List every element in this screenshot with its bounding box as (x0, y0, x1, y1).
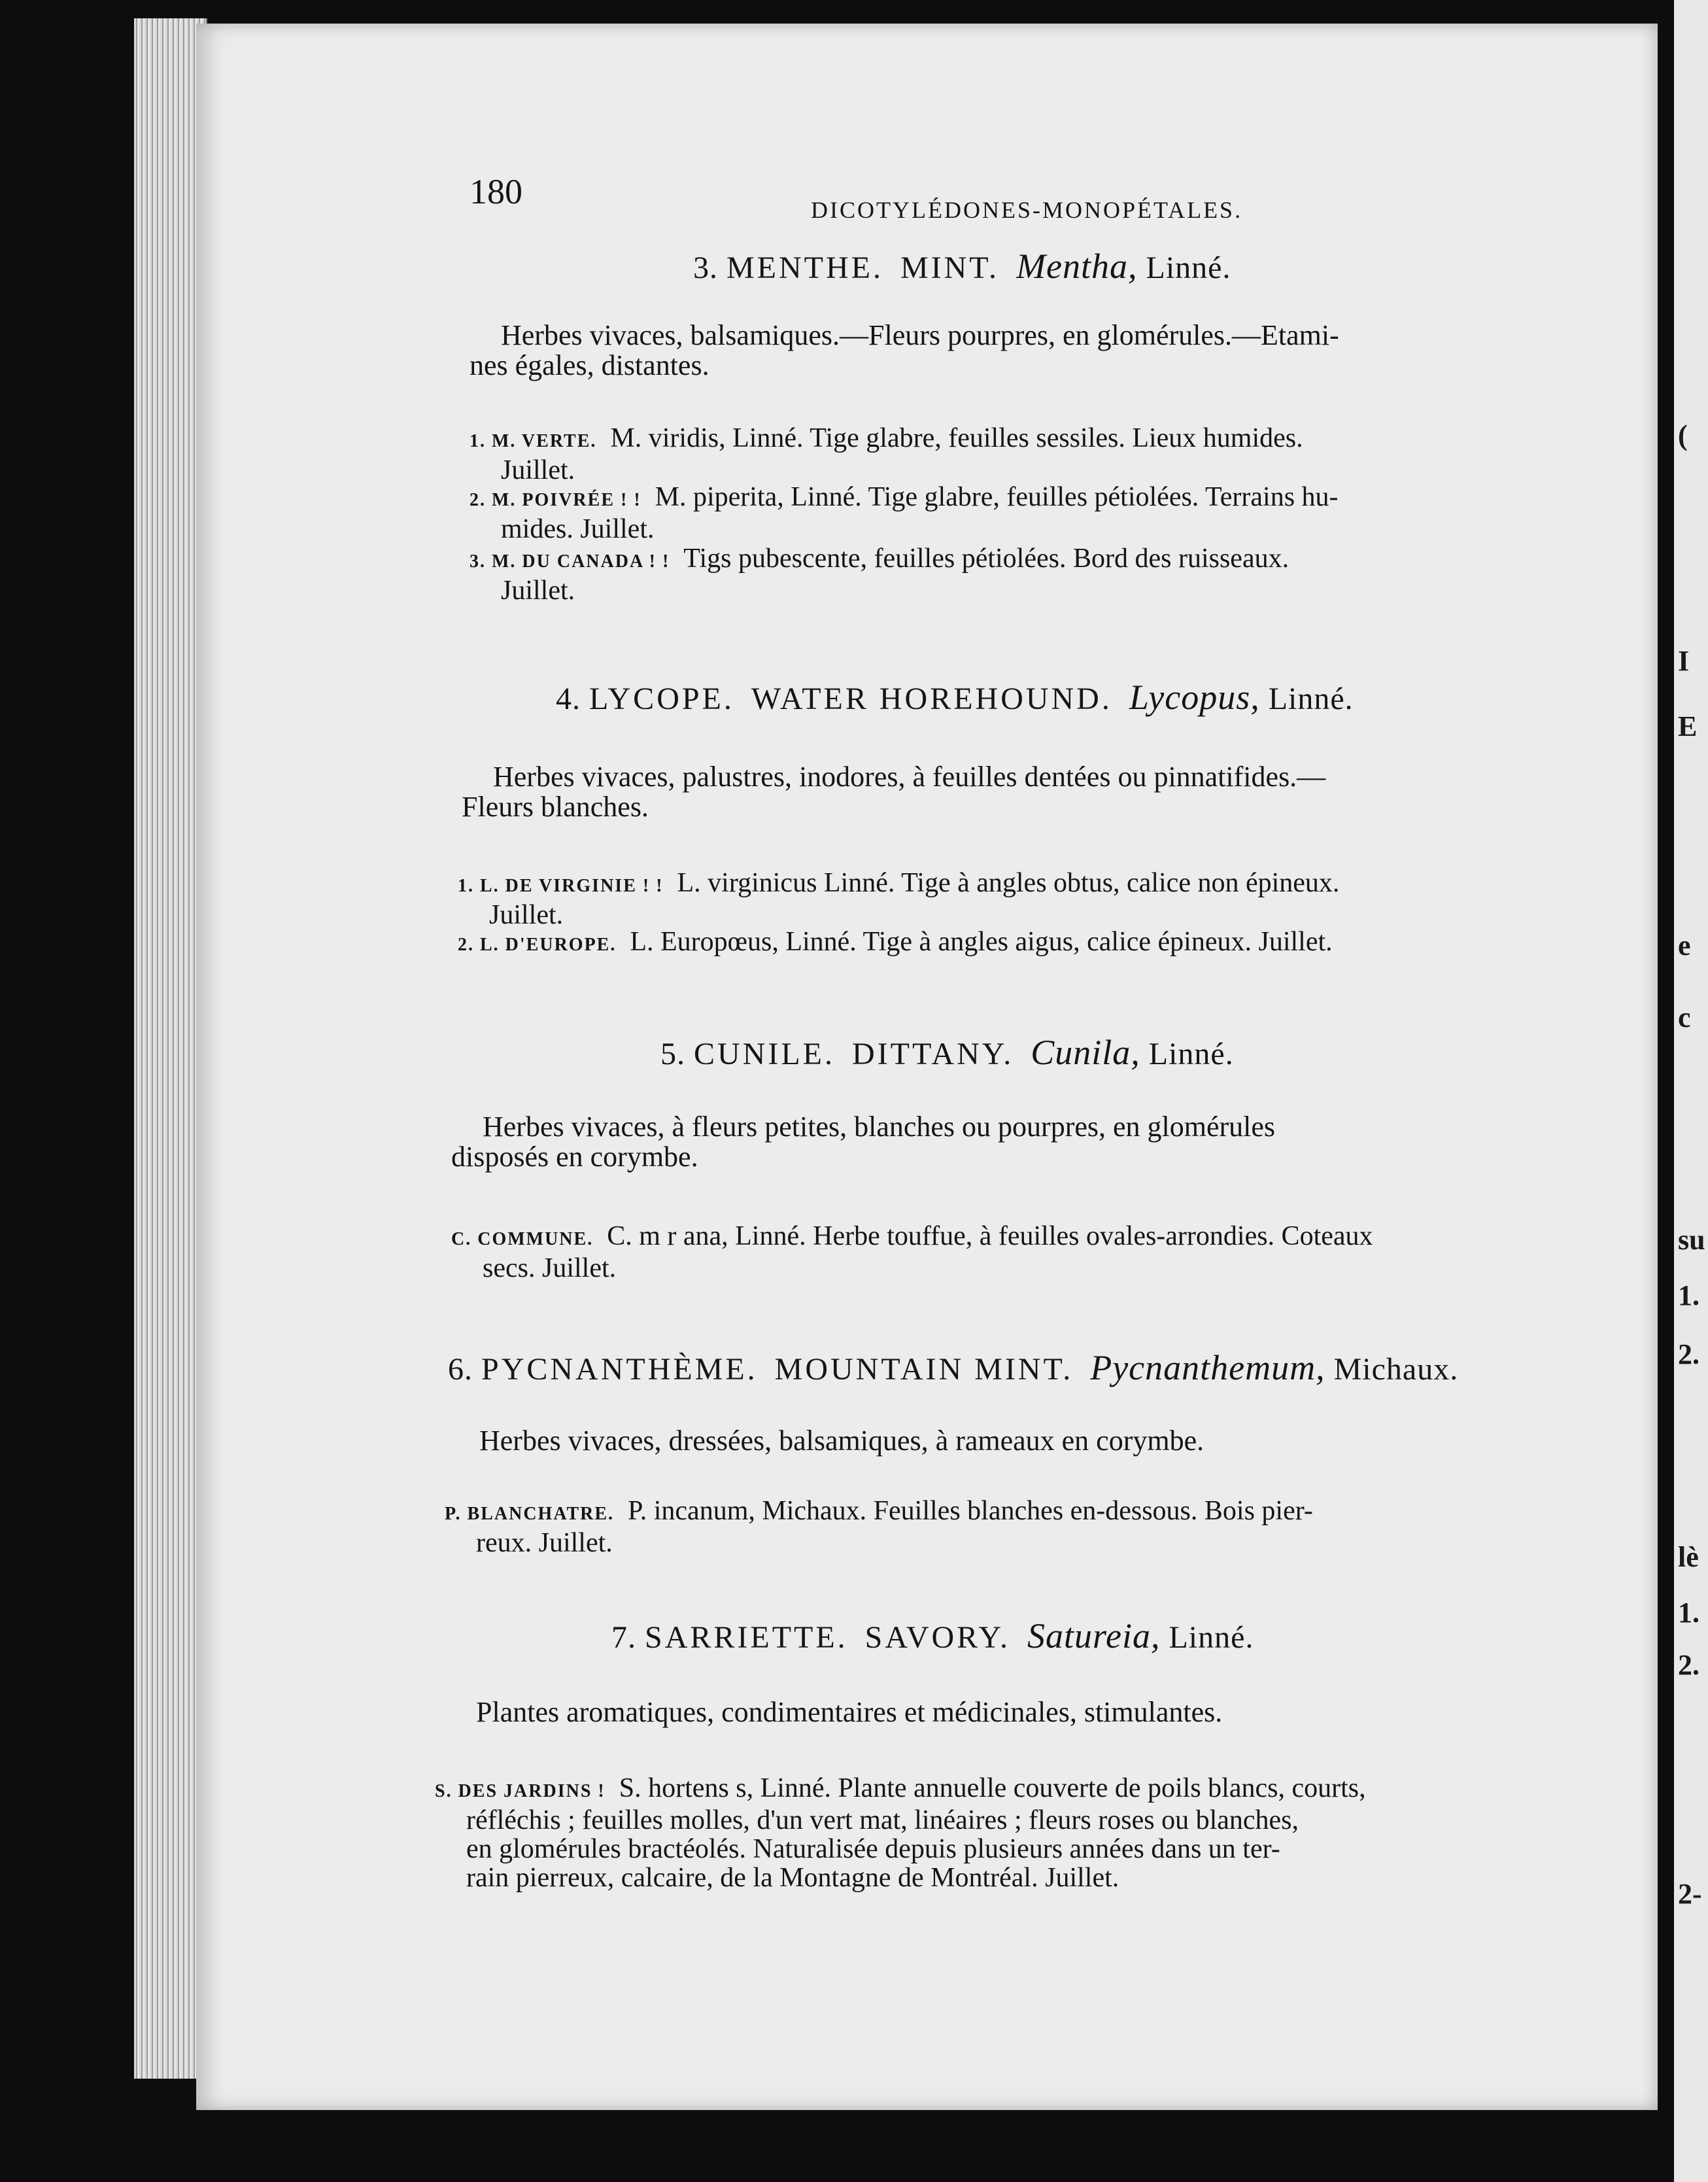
species-label: C. COMMUNE. (451, 1229, 594, 1249)
species-text-continued: reux. Juillet. (476, 1528, 613, 1558)
species-text: C. m r ana, Linné. Herbe touffue, à feuilles ovales-arrondies. Coteaux (607, 1221, 1373, 1251)
species-text-continued: réfléchis ; feuilles molles, d'un vert mat, linéaires ; fleurs roses ou blanches, (466, 1805, 1299, 1835)
genus-heading (448, 1347, 1458, 1388)
species-text-continued: Juillet. (501, 455, 575, 485)
genus-latin-name: Mentha, (1016, 247, 1138, 286)
species-text-continued: secs. Juillet. (483, 1253, 617, 1283)
description-line: Plantes aromatiques, condimentaires et médicinales, stimulantes. (476, 1696, 1223, 1728)
genus-english-name: MINT. (900, 251, 1000, 285)
species-text: M. viridis, Linné. Tige glabre, feuilles sessiles. Lieux humides. (610, 423, 1303, 453)
species-label: S. DES JARDINS ! (435, 1781, 606, 1801)
species-entry (470, 483, 1339, 544)
species-entry (470, 544, 1289, 605)
facing-page-fragment: ( (1678, 419, 1688, 451)
genus-heading (660, 1032, 1234, 1073)
species-text-continued: en glomérules bractéolés. Naturalisée depuis plusieurs années dans un ter- (466, 1834, 1280, 1864)
genus-french-name: CUNILE. (694, 1037, 835, 1071)
facing-page-fragment: c (1678, 1001, 1691, 1033)
genus-number: 5. (660, 1037, 685, 1071)
genus-latin-name: Pycnanthemum, (1090, 1348, 1325, 1387)
facing-page-fragment: 2. (1678, 1649, 1699, 1681)
genus-heading (693, 246, 1231, 286)
genus-author: Linné. (1146, 251, 1231, 285)
genus-description (445, 1697, 1222, 1727)
genus-heading (611, 1616, 1254, 1656)
genus-french-name: SARRIETTE. (645, 1620, 848, 1655)
genus-french-name: LYCOPE. (589, 682, 734, 716)
genus-author: Linné. (1268, 682, 1354, 716)
description-line: nes égales, distantes. (470, 349, 709, 381)
genus-author: Linné. (1148, 1037, 1234, 1071)
facing-page-fragment: 2. (1678, 1338, 1699, 1370)
genus-description (451, 1112, 1275, 1172)
genus-latin-name: Lycopus, (1129, 678, 1260, 717)
species-text: L. virginicus Linné. Tige à angles obtus, calice non épineux. (677, 868, 1340, 898)
species-text-continued: Juillet. (501, 576, 575, 606)
species-text-continued: Juillet. (489, 900, 564, 930)
species-text: S. hortens s, Linné. Plante annuelle couverte de poils blancs, courts, (619, 1773, 1366, 1803)
genus-latin-name: Satureia, (1027, 1616, 1161, 1655)
facing-page-fragment: e (1678, 929, 1691, 961)
facing-page-fragment: E (1678, 710, 1698, 742)
species-entry (458, 927, 1333, 960)
species-text: M. piperita, Linné. Tige glabre, feuilles pétiolées. Terrains hu- (655, 482, 1339, 512)
species-entry (445, 1497, 1313, 1557)
description-line: Fleurs blanches. (462, 791, 649, 823)
genus-english-name: DITTANY. (851, 1037, 1014, 1071)
facing-page-edge (1674, 0, 1708, 2182)
facing-page-fragment: 1. (1678, 1597, 1699, 1629)
genus-description (462, 762, 1325, 822)
genus-english-name: WATER HOREHOUND. (751, 682, 1112, 716)
description-line: disposés en corymbe. (451, 1141, 698, 1173)
genus-description (470, 320, 1339, 381)
genus-english-name: SAVORY. (864, 1620, 1010, 1655)
facing-page-fragment: lè (1678, 1541, 1699, 1573)
species-label: 1. M. VERTE. (470, 431, 597, 451)
running-head: DICOTYLÉDONES-MONOPÉTALES. (811, 197, 1243, 223)
species-text: P. incanum, Michaux. Feuilles blanches en-dessous. Bois pier- (628, 1496, 1313, 1526)
genus-author: Linné. (1169, 1620, 1254, 1655)
species-label: 3. M. DU CANADA ! ! (470, 551, 670, 572)
description-line: Herbes vivaces, à fleurs petites, blanches ou pourpres, en glomérules (483, 1111, 1276, 1143)
species-label: 2. M. POIVRÉE ! ! (470, 490, 641, 510)
genus-french-name: PYCNANTHÈME. (481, 1352, 758, 1387)
species-text-continued: mides. Juillet. (501, 514, 655, 544)
genus-description (448, 1426, 1204, 1456)
species-label: P. BLANCHATRE. (445, 1504, 615, 1524)
species-entry (470, 424, 1303, 485)
genus-number: 6. (448, 1352, 473, 1387)
genus-english-name: MOUNTAIN MINT. (774, 1352, 1074, 1387)
facing-page-fragment: 2- (1678, 1878, 1702, 1910)
species-label: 1. L. DE VIRGINIE ! ! (458, 876, 664, 896)
facing-page-fragment: I (1678, 645, 1690, 677)
genus-heading (556, 677, 1354, 718)
genus-number: 3. (693, 251, 718, 285)
genus-latin-name: Cunila, (1031, 1033, 1140, 1072)
description-line: Herbes vivaces, palustres, inodores, à feuilles dentées ou pinnatifides.— (493, 761, 1326, 793)
species-text-continued: rain pierreux, calcaire, de la Montagne de Montréal. Juillet. (466, 1863, 1119, 1893)
genus-number: 7. (611, 1620, 636, 1655)
description-line: Herbes vivaces, balsamiques.—Fleurs pourpres, en glomérules.—Etami- (501, 319, 1339, 351)
facing-page-fragment: 1. (1678, 1279, 1699, 1311)
page-number: 180 (470, 172, 522, 211)
species-text: L. Europœus, Linné. Tige à angles aigus, calice épineux. Juillet. (630, 927, 1333, 957)
facing-page-fragment: su (1678, 1224, 1705, 1256)
genus-author: Michaux. (1333, 1352, 1459, 1387)
species-entry (435, 1774, 1366, 1892)
species-label: 2. L. D'EUROPE. (458, 935, 617, 955)
species-entry (451, 1222, 1373, 1283)
genus-number: 4. (556, 682, 581, 716)
species-entry (458, 869, 1339, 929)
species-text: Tigs pubescente, feuilles pétiolées. Bord des ruisseaux. (683, 544, 1290, 574)
description-line: Herbes vivaces, dressées, balsamiques, à rameaux en corymbe. (479, 1425, 1204, 1457)
genus-french-name: MENTHE. (726, 251, 883, 285)
